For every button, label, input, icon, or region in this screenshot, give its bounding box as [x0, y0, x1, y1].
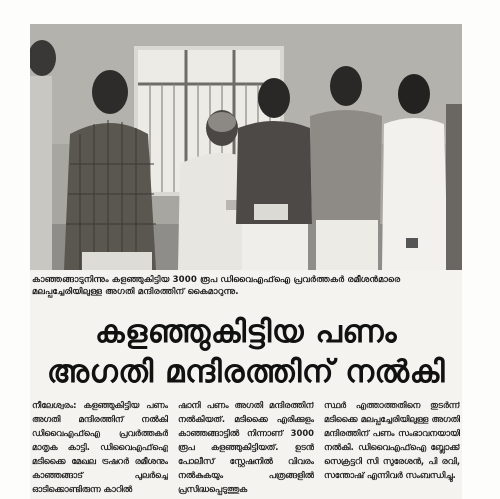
- article-column-1: നീലേശ്വരം: കളഞ്ഞുകിട്ടിയ പണം അഗതി മന്ദിരത്തിന് നൽകി ഡിവൈഎഫ്ഐ പ്രവർത്തകർ മാതൃക കാട്ടി. ഡിവൈഎഫ്ഐ മടിക്കൈ മേഖല ട്രഷറർ രമീശനും കാഞ്ഞങ്ങാട് പുലർച്ചെ ഓടിക്കൊണ്ടിരുന്ന കാറിൽ: [32, 400, 168, 494]
- news-clipping: [30, 24, 462, 499]
- person-edge-right: [446, 104, 462, 270]
- article-column-2: ഷാനി പണം അഗതി മന്ദിരത്തിന് നൽകിയത്. മടിക്കൈ എരിക്കുളം കാഞ്ഞങ്ങാട്ടിൽ നിന്നാണ് 3000 രൂപ കളഞ്ഞുകിട്ടിയത്. ഉടൻ പോലീസ് സ്റ്റേഷനിൽ വിവരം നൽകുകയും പത്രങ്ങളിൽ പ്രസിദ്ധപ്പെടുത്തുക: [178, 400, 314, 494]
- news-photo: [30, 24, 462, 270]
- headline-line-1: കളഞ്ഞുകിട്ടിയ പണം: [95, 314, 397, 350]
- article-column-3: സ്ഥർ എത്താത്തതിനെ തുടർന്ന് മടിക്കൈ മലപ്പച്ചേരിയിലുള്ള അഗതി മന്ദിരത്തിന് പണം സംഭാവനയായി നൽകി. ഡിവൈഎഫ്ഐ ബ്ലോക്ക് സെക്രട്ടറി സി സുരേശൻ, പി രവി, സന്തോഷ് എന്നിവർ സംബന്ധിച്ചു.: [324, 400, 460, 480]
- headline: [30, 312, 462, 392]
- photo-caption: കാഞ്ഞങ്ങാടുനിന്നും കളഞ്ഞുകിട്ടിയ 3000 രൂപ ഡിവൈഎഫ്ഐ പ്രവർത്തകർ രമീശൻമാരെ മലപ്പച്ചേരിയിലുള്ള അഗതി മന്ദിരത്തിന് കൈമാറുന്നു.: [32, 275, 401, 297]
- article-body: [32, 398, 460, 498]
- headline-line-2: അഗതി മന്ദിരത്തിന് നൽകി: [46, 354, 446, 390]
